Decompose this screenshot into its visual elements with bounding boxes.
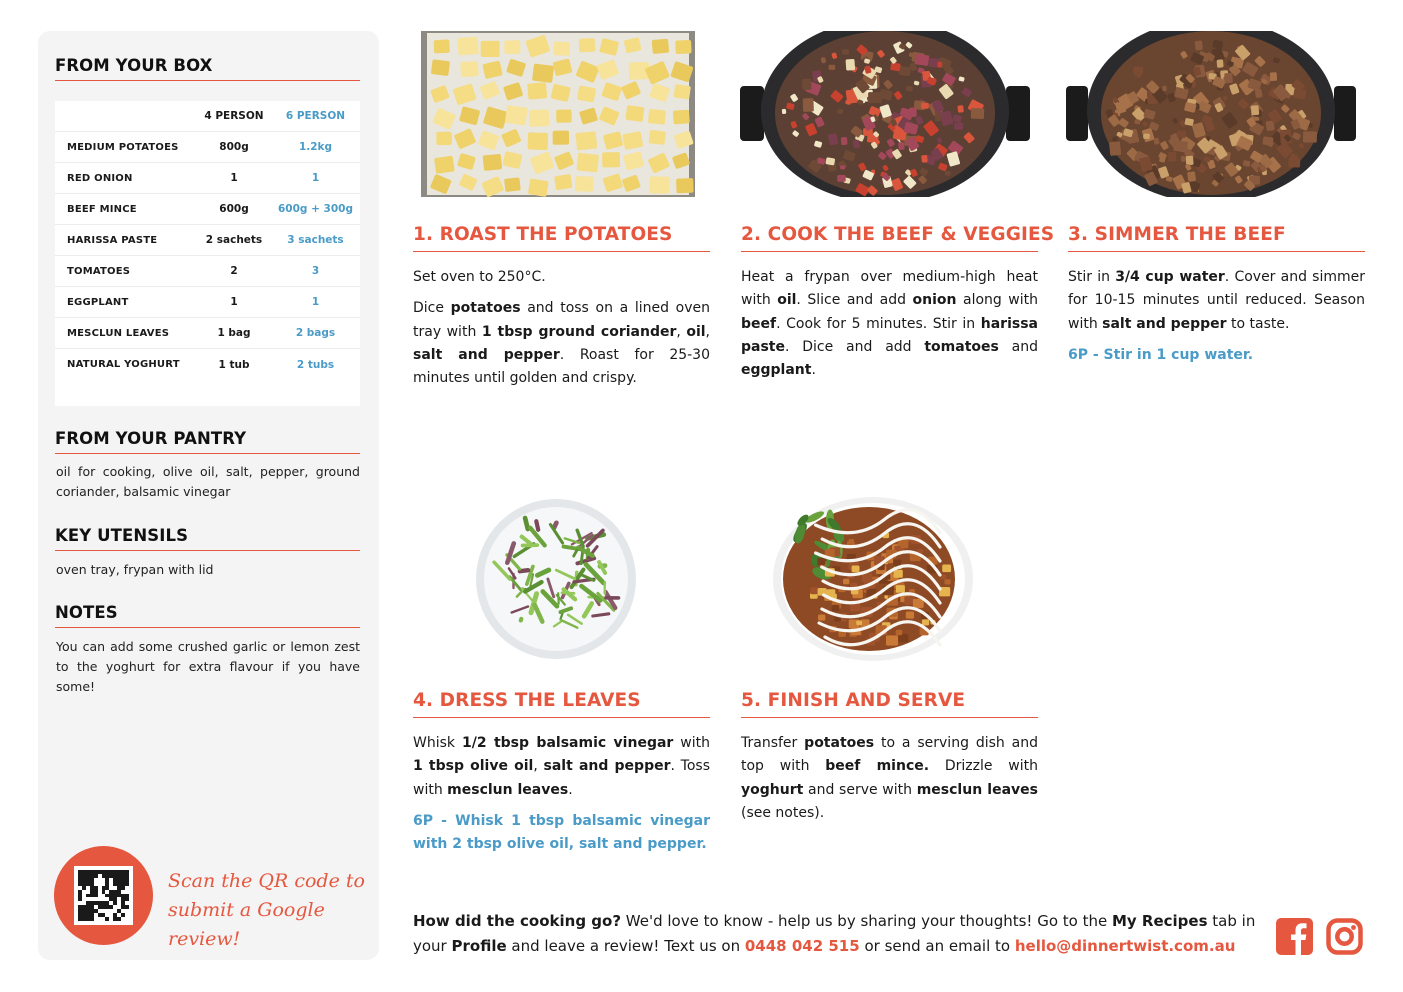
ingredient-highlight: yoghurt	[741, 781, 804, 798]
footer-emphasis: My Recipes	[1111, 912, 1208, 930]
ingredient-highlight: 3/4 cup water	[1115, 269, 1225, 285]
instruction-paragraph	[1068, 344, 1365, 367]
table-row	[55, 132, 360, 163]
step-1-instructions	[413, 266, 710, 398]
footer-emphasis: How did the cooking go?	[413, 912, 622, 930]
ingredient-highlight: potatoes	[450, 300, 521, 317]
qty-4-person: 600g	[219, 203, 249, 215]
ingredient-highlight: 1 tbsp olive oil	[413, 758, 534, 775]
ingredient-highlight: beef mince.	[825, 758, 930, 775]
footer-text: or send an email to	[859, 937, 1015, 955]
qty-6-person: 3	[311, 265, 320, 277]
ingredient-highlight: 1/2 tbsp balsamic vinegar	[461, 735, 674, 751]
instruction-text: and serve with	[803, 781, 917, 798]
instruction-text: Stir in	[1068, 269, 1116, 285]
ingredient-name: MEDIUM POTATOES	[67, 141, 179, 153]
six-person-note: 6P - Whisk 1 tbsp balsamic vinegar with 2 tbsp olive oil, salt and pepper.	[413, 812, 710, 853]
footer-emphasis: Profile	[451, 937, 507, 955]
instruction-text: Heat a frypan over medium-high heat with	[741, 269, 1038, 309]
ingredient-highlight: 1 tbsp ground coriander	[481, 323, 677, 340]
instruction-text: . Cook for 5 minutes. Stir in	[776, 315, 981, 332]
step-2-instructions	[741, 266, 1038, 390]
ingredient-highlight: beef	[741, 315, 777, 332]
instruction-text: and toss on a lined oven tray with	[413, 300, 710, 340]
qty-6-person: 1	[311, 296, 320, 308]
qty-6-person: 2 bags	[295, 327, 336, 339]
instruction-paragraph	[1068, 266, 1365, 336]
table-header-4p: 4 PERSON	[204, 110, 264, 122]
footer-text: tab in your	[413, 912, 1256, 955]
qty-4-person: 2	[230, 265, 238, 277]
review-footer	[413, 909, 1263, 959]
instruction-paragraph	[741, 266, 1038, 382]
step-5-instructions	[741, 732, 1038, 833]
qty-4-person: 1 tub	[218, 358, 250, 371]
ingredient-name: EGGPLANT	[67, 296, 129, 308]
notes-heading: NOTES	[55, 603, 360, 628]
pantry-heading: FROM YOUR PANTRY	[55, 429, 360, 454]
footer-text: We'd love to know - help us by sharing your thoughts! Go to the	[621, 912, 1112, 930]
table-row	[55, 318, 360, 349]
ingredient-name: MESCLUN LEAVES	[67, 327, 170, 339]
qty-6-person: 3 sachets	[287, 234, 344, 246]
instruction-text: ,	[705, 323, 710, 340]
instruction-text: with	[673, 735, 710, 751]
ingredient-highlight: tomatoes	[924, 338, 999, 355]
ingredient-name: BEEF MINCE	[67, 203, 137, 215]
qty-4-person: 1 bag	[217, 327, 251, 339]
roast-potatoes-photo	[421, 31, 695, 197]
step-4-instructions	[413, 732, 710, 864]
ingredient-highlight: mesclun leaves	[916, 781, 1038, 798]
simmer-beef-photo	[1066, 31, 1356, 197]
ingredient-highlight: potatoes	[804, 735, 875, 751]
box-heading: FROM YOUR BOX	[55, 56, 360, 81]
instruction-paragraph	[413, 810, 710, 857]
ingredient-highlight: onion	[912, 292, 957, 309]
email-link[interactable]: hello@dinnertwist.com.au	[1014, 937, 1236, 955]
notes-text: You can add some crushed garlic or lemon zest to the yoghurt for extra flavour if you have some!	[56, 639, 360, 694]
instruction-paragraph	[413, 266, 710, 289]
qr-caption	[168, 867, 368, 954]
step-3-title: 3. SIMMER THE BEEF	[1068, 224, 1365, 252]
step-1-title: 1. ROAST THE POTATOES	[413, 224, 710, 252]
table-row	[55, 256, 360, 287]
ingredient-highlight: salt and pepper	[413, 346, 560, 363]
table-header-row	[55, 101, 360, 132]
instruction-text: . Dice and add	[785, 338, 925, 355]
instruction-text: .	[568, 781, 573, 798]
instruction-text: Transfer	[741, 735, 805, 751]
table-header-6p: 6 PERSON	[285, 110, 346, 122]
finish-serve-photo	[765, 495, 985, 663]
instruction-text: along with	[956, 292, 1038, 309]
qty-6-person: 1.2kg	[298, 141, 333, 153]
instruction-text: ,	[533, 758, 544, 775]
qty-4-person: 1	[230, 172, 238, 184]
instruction-paragraph	[741, 732, 1038, 825]
qr-caption-line2: submit a Google review!	[168, 899, 325, 950]
ingredients-sidebar	[38, 31, 379, 960]
instagram-icon[interactable]	[1326, 918, 1363, 955]
ingredient-highlight: mesclun leaves	[447, 781, 569, 798]
instruction-text: Dice	[413, 300, 451, 317]
qty-4-person: 800g	[219, 141, 249, 153]
qr-caption-line1: Scan the QR code to	[168, 870, 365, 892]
qty-6-person: 2 tubs	[296, 358, 335, 371]
utensils-text: oven tray, frypan with lid	[56, 562, 214, 577]
qty-6-person: 600g + 300g	[278, 203, 353, 215]
instruction-text: to a serving dish and top with	[741, 735, 1038, 775]
pantry-text: oil for cooking, olive oil, salt, pepper, ground coriander, balsamic vinegar	[56, 464, 360, 499]
instruction-text: . Roast for 25-30 minutes until golden and crispy.	[413, 346, 710, 387]
instruction-text: ,	[676, 323, 687, 340]
instruction-text: Whisk	[413, 735, 462, 751]
instruction-paragraph	[413, 732, 710, 802]
instruction-text: and	[998, 338, 1038, 355]
step-3-instructions	[1068, 266, 1365, 375]
qty-4-person: 2 sachets	[205, 234, 263, 246]
table-row	[55, 287, 360, 318]
qr-code-icon[interactable]	[74, 866, 133, 925]
instruction-text: .	[811, 362, 816, 379]
instruction-text: . Cover and simmer for 10-15 minutes until reduced. Season with	[1068, 269, 1366, 332]
qr-badge[interactable]	[54, 846, 153, 945]
dressed-leaves-photo	[474, 497, 638, 661]
instruction-text: Drizzle with	[929, 758, 1038, 775]
phone-link[interactable]: 0448 042 515	[744, 937, 860, 955]
facebook-icon[interactable]	[1276, 918, 1313, 955]
table-row	[55, 194, 360, 225]
ingredient-highlight: salt and pepper	[1102, 315, 1227, 332]
footer-text: and leave a review! Text us on	[506, 937, 745, 955]
six-person-note: 6P - Stir in 1 cup water.	[1068, 346, 1254, 363]
step-5-title: 5. FINISH AND SERVE	[741, 690, 1038, 718]
beef-veggies-photo	[740, 31, 1030, 197]
ingredient-name: TOMATOES	[67, 265, 131, 277]
instruction-paragraph	[413, 297, 710, 390]
instruction-text: (see notes).	[741, 804, 825, 821]
ingredient-highlight: harissa paste	[741, 315, 1038, 355]
ingredient-highlight: oil	[686, 323, 706, 340]
instruction-text: . Slice and add	[796, 292, 913, 309]
instruction-text: to taste.	[1226, 315, 1290, 332]
instruction-text: . Toss with	[413, 758, 711, 798]
ingredient-name: NATURAL YOGHURT	[67, 359, 180, 370]
step-4-title: 4. DRESS THE LEAVES	[413, 690, 710, 718]
step-2-title: 2. COOK THE BEEF & VEGGIES	[741, 224, 1038, 252]
table-row	[55, 349, 360, 380]
ingredient-highlight: eggplant	[741, 362, 812, 379]
ingredients-table	[55, 101, 360, 406]
table-row	[55, 225, 360, 256]
table-row	[55, 163, 360, 194]
qty-6-person: 1	[311, 172, 320, 184]
ingredient-name: RED ONION	[67, 172, 133, 184]
qty-4-person: 1	[230, 296, 238, 308]
utensils-heading: KEY UTENSILS	[55, 526, 360, 551]
ingredient-highlight: salt and pepper	[543, 758, 671, 775]
ingredient-highlight: oil	[777, 292, 797, 309]
instruction-text: Set oven to 250°C.	[413, 269, 546, 285]
ingredient-name: HARISSA PASTE	[67, 234, 158, 246]
